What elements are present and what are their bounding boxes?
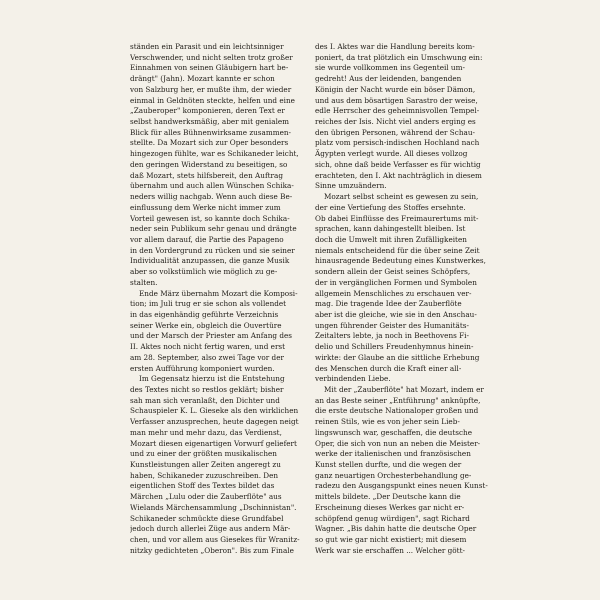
text-line: haben, Schikaneder zuzuschreiben. Den — [130, 470, 279, 480]
text-line: poniert, da trat plötzlich ein Umschwung ein: — [315, 52, 483, 62]
text-line: die erste deutsche Nationaloper großen und — [315, 406, 479, 416]
text-line: nitzky gedichteten „Oberon". Bis zum Finale — [130, 545, 294, 555]
text-line: Königin der Nacht wurde ein böser Dämon, — [315, 84, 476, 94]
text-line: der eine Vertiefung des Stoffes ersehnte. — [315, 202, 466, 212]
text-line: Sinne umzuändern. — [315, 181, 387, 191]
text-line: aber so volkstümlich wie möglich zu ge- — [130, 267, 278, 277]
text-line: ganz neuartigen Orchesterbehandlung ge- — [315, 470, 472, 480]
text-line: stellte. Da Mozart sich zur Oper besonders — [130, 138, 289, 148]
text-line: eigentlichen Stoff des Textes bildet das — [130, 481, 275, 491]
text-line: schöpfend genug würdigen", sagt Richard — [315, 513, 470, 523]
text-line: radezu den Ausgangspunkt eines neuen Kunst- — [315, 481, 488, 491]
text-line: den geringen Widerstand zu beseitigen, so — [130, 159, 288, 169]
text-line: daß Mozart, stets hilfsbereit, den Auftrag — [130, 170, 283, 180]
text-line: den übrigen Personen, während der Schau- — [315, 127, 475, 137]
text-line: erachteten, den I. Akt nachträglich in diesem — [315, 170, 482, 180]
text-line: neders willig nachgab. Wenn auch diese Be- — [130, 192, 293, 202]
text-line: vor allem darauf, die Partie des Papageno — [130, 234, 284, 244]
text-line: in das eigenhändig geführte Verzeichnis — [130, 309, 279, 319]
text-line: niemals entscheidend für die über seine Zeit — [315, 245, 480, 255]
text-line: so gut wie gar nicht existiert; mit diesem — [315, 535, 467, 545]
text-line: Wielands Märchensammlung „Dschinnistan". — [130, 502, 297, 512]
text-line: Blick für alles Bühnenwirksame zusammen- — [130, 127, 292, 137]
text-line: „Zauberoper" komponieren, deren Text er — [130, 106, 285, 116]
text-line: und aus dem bösartigen Sarastro der weise, — [315, 95, 478, 105]
text-line: Ob dabei Einflüsse des Freimaurertums mit- — [315, 213, 479, 223]
text-line: Vorteil gewesen ist, so kannte doch Schika- — [130, 213, 290, 223]
text-line: Schauspieler K. L. Gieseke als den wirklichen — [130, 406, 299, 416]
text-line: in den Vordergrund zu rücken und sie seiner — [130, 245, 295, 255]
text-line: an das Beste seiner „Entführung" anknüpfte, — [315, 395, 481, 405]
text-line: lingswunsch war, geschaffen, die deutsche — [315, 427, 473, 437]
text-line: jedoch durch allerlei Züge aus andern Mär- — [130, 524, 291, 534]
text-line: hingezogen fühlte, war es Schikaneder leicht, — [130, 149, 299, 159]
text-line: am 28. September, also zwei Tage vor der — [130, 352, 284, 362]
text-line: sie wurde vollkommen ins Gegenteil um- — [315, 63, 465, 73]
text-line: Wagner. „Bis dahin hatte die deutsche Oper — [315, 524, 477, 534]
text-line: Kunst stellen durfte, und die wegen der — [315, 460, 462, 470]
text-line: delio und Schillers Freudenhymnus hinein- — [315, 342, 474, 352]
text-line: gedreht! Aus der leidenden, bangenden — [315, 74, 462, 84]
text-line: II. Aktes noch nicht fertig waren, und erst — [130, 342, 286, 352]
text-line: Werk war sie erschaffen ... Welcher gött- — [315, 545, 465, 555]
text-line: Schikaneder schmückte diese Grundfabel — [130, 513, 284, 523]
text-line: des I. Aktes war die Handlung bereits kom- — [315, 42, 475, 51]
text-line: Einnahmen von seinen Gläubigern hart be- — [130, 63, 289, 73]
text-line: reiches der Isis. Nicht viel anders erging es — [315, 117, 476, 127]
text-line: und der Marsch der Priester am Anfang des — [130, 331, 292, 341]
text-line: des Textes nicht so restlos geklärt; bisher — [130, 385, 284, 394]
text-line: sich, ohne daß beide Verfasser es für wichtig — [315, 159, 481, 169]
text-line: Ende März übernahm Mozart die Komposi- — [139, 288, 298, 298]
text-line: platz vom persisch-indischen Hochland nach — [315, 138, 480, 148]
text-line: ungen führender Geister des Humanitäts- — [315, 320, 469, 330]
text-line: Erscheinung dieses Werkes gar nicht er- — [315, 502, 465, 512]
text-line: Ägypten verlegt wurde. All dieses vollzog — [315, 149, 468, 159]
text-line: ständen ein Parasit und ein leichtsinniger — [130, 42, 284, 51]
text-line: einflussung dem Werke nicht immer zum — [130, 202, 281, 212]
text-line: seiner Werke ein, obgleich die Ouvertüre — [130, 320, 282, 330]
text-line: drängt" (Jahn). Mozart kannte er schon — [130, 74, 275, 84]
left-text-column — [130, 42, 310, 557]
text-line: reinen Stils, wie es von jeher sein Lieb- — [315, 417, 460, 427]
text-line: Verfasser anzusprechen, heute dagegen neigt — [130, 417, 299, 427]
text-line: Mozart selbst scheint es gewesen zu sein, — [324, 192, 479, 202]
text-line: stalten. — [130, 277, 158, 287]
text-line: allgemein Menschliches zu erschauen ver- — [315, 288, 472, 298]
text-line: Mozart diesen eigenartigen Vorwurf geliefert — [130, 438, 297, 448]
text-line: Individualität anzupassen, die ganze Musik — [130, 256, 290, 266]
text-line: mittels bildete. „Der Deutsche kann die — [315, 492, 461, 502]
text-line: von Salzburg her, er mußte ihm, der wieder — [130, 84, 292, 94]
text-line: der in vergänglichen Formen und Symbolen — [315, 277, 477, 287]
text-line: man mehr und mehr dazu, das Verdienst, — [130, 427, 282, 437]
text-line: übernahm und auch allen Wünschen Schika- — [130, 181, 294, 191]
text-line: mag. Die tragende Idee der Zauberflöte — [315, 299, 462, 309]
text-line: Im Gegensatz hierzu ist die Entstehung — [139, 374, 285, 384]
text-line: Märchen „Lulu oder die Zauberflöte" aus — [130, 492, 282, 502]
right-text-column — [315, 42, 495, 557]
text-line: Mit der „Zauberflöte" hat Mozart, indem er — [324, 385, 484, 394]
text-line: aber ist die gleiche, wie sie in den Anschau- — [315, 309, 477, 319]
text-line: hinausragende Bedeutung eines Kunstwerkes, — [315, 256, 486, 266]
text-line: sondern allein der Geist seines Schöpfers, — [315, 267, 471, 277]
text-line: Oper, die sich von nun an neben die Meister- — [315, 438, 481, 448]
text-line: wirkte: der Glaube an die sittliche Erhebung — [315, 352, 480, 362]
text-line: neder sein Publikum sehr genau und drängte — [130, 224, 297, 234]
text-line: und zu einer der größten musikalischen — [130, 449, 277, 459]
text-line: edle Herrscher des geheimnisvollen Tempel- — [315, 106, 480, 116]
text-line: tion; im Juli trug er sie schon als vollendet — [130, 299, 287, 309]
text-line: werke der italienischen und französischen — [315, 449, 471, 459]
text-line: verbindenden Liebe. — [315, 374, 391, 384]
text-line: Verschwender, und nicht selten trotz großer — [130, 52, 293, 62]
text-line: doch die Umwelt mit ihren Zufälligkeiten — [315, 234, 467, 244]
text-line: ersten Aufführung komponiert wurden. — [130, 363, 275, 373]
text-line: des Menschen durch die Kraft einer all- — [315, 363, 462, 373]
text-line: chen, und vor allem aus Giesekes für Wranitz- — [130, 535, 300, 545]
text-line: sprachen, kann dahingestellt bleiben. Ist — [315, 224, 466, 234]
text-line: Kunstleistungen aller Zeiten angeregt zu — [130, 460, 281, 470]
text-line: Zeitalters lebte, ja noch in Beethovens Fi- — [315, 331, 469, 341]
text-line: sah man sich veranlaßt, den Dichter und — [130, 395, 280, 405]
text-line: selbst handwerksmäßig, aber mit genialem — [130, 117, 290, 127]
text-line: einmal in Geldnöten steckte, helfen und eine — [130, 95, 295, 105]
